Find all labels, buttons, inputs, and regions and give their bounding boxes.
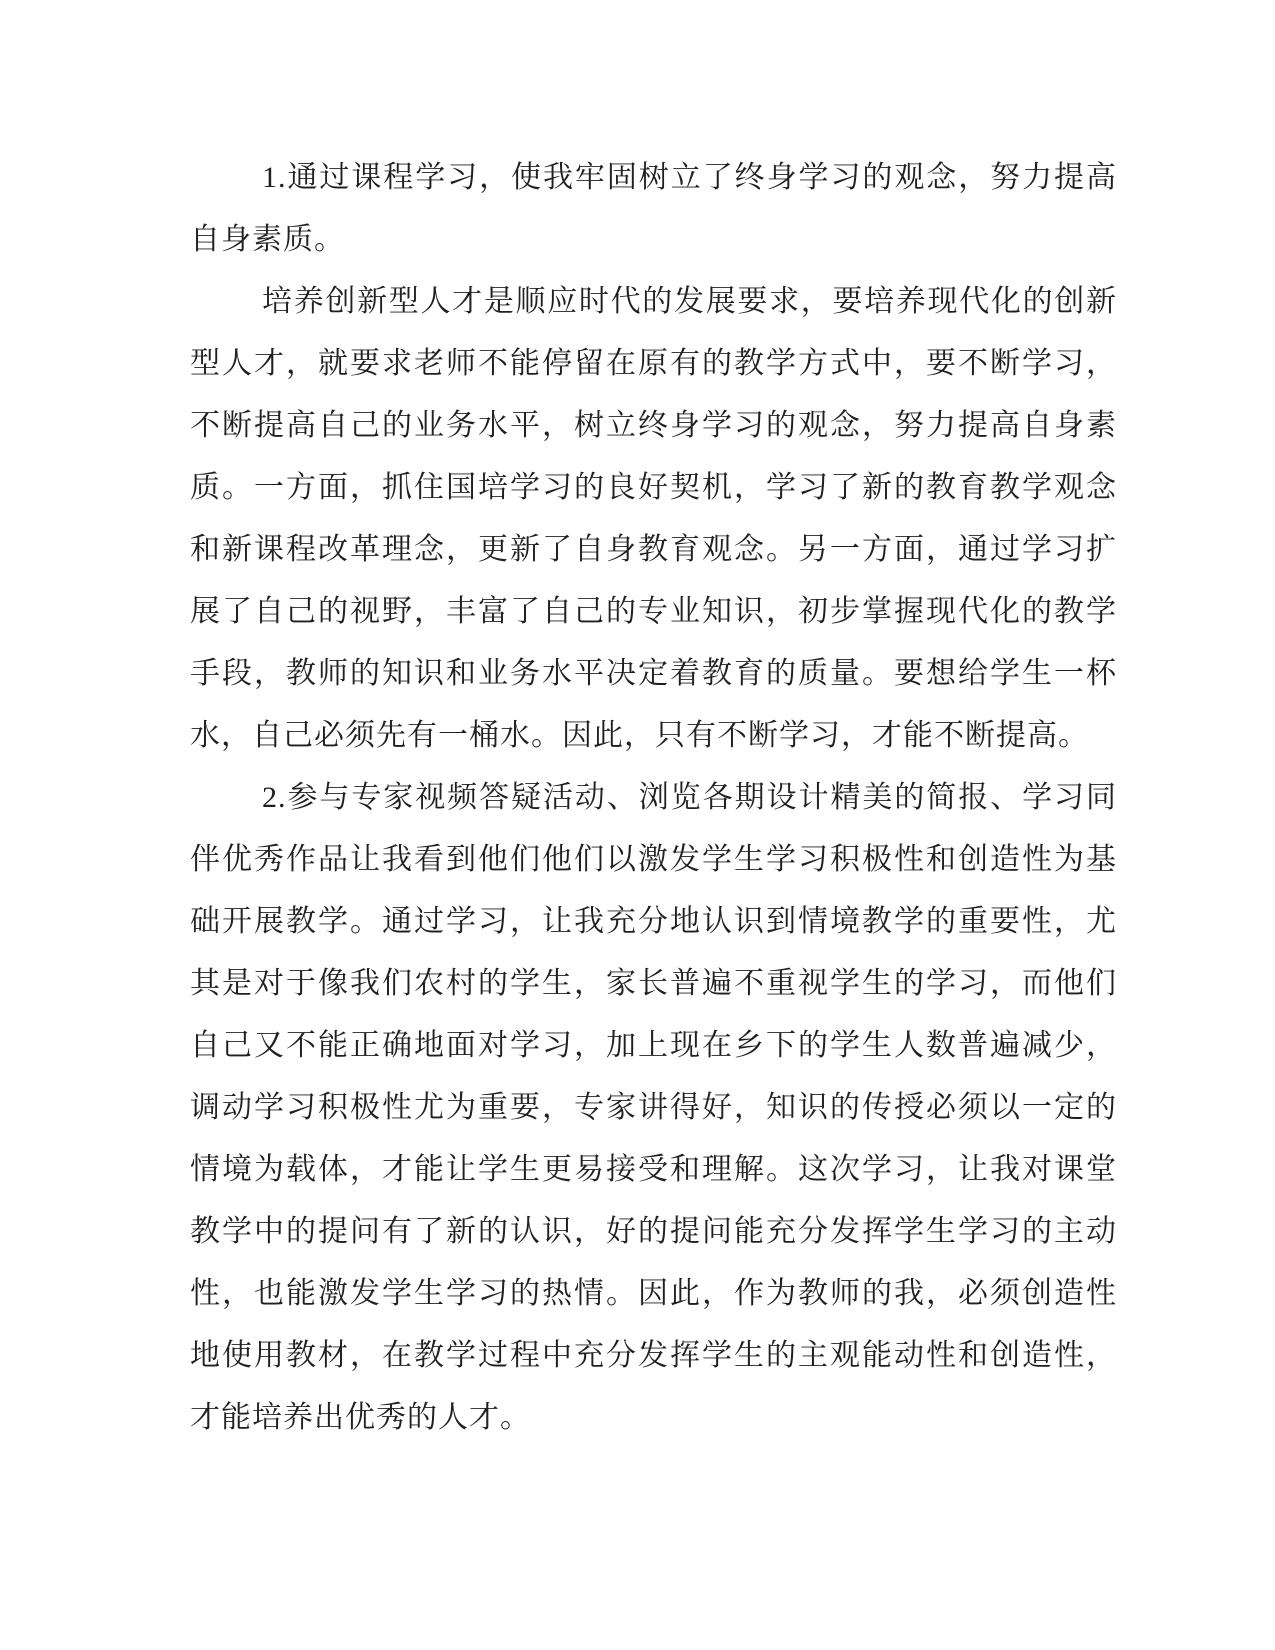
paragraph-3: 2.参与专家视频答疑活动、浏览各期设计精美的简报、学习同伴优秀作品让我看到他们他们以激发学生学习积极性和创造性为基础开展教学。通过学习，让我充分地认识到情境教学的重要性，尤其是对于像我们农村的学生，家长普遍不重视学生的学习，而他们自己又不能正确地面对学习，加上现在乡下的学生人数普遍减少，调动学习积极性尤为重要，专家讲得好，知识的传授必须以一定的情境为载体，才能让学生更易接受和理解。这次学习，让我对课堂教学中的提问有了新的认识，好的提问能充分发挥学生学习的主动性，也能激发学生学习的热情。因此，作为教师的我，必须创造性地使用教材，在教学过程中充分发挥学生的主观能动性和创造性，才能培养出优秀的人才。 [190, 781, 1117, 1434]
paragraph-2: 培养创新型人才是顺应时代的发展要求，要培养现代化的创新型人才，就要求老师不能停留在原有的教学方式中，要不断学习，不断提高自己的业务水平，树立终身学习的观念，努力提高自身素质。一方面，抓住国培学习的良好契机，学习了新的教育教学观念和新课程改革理念，更新了自身教育观念。另一方面，通过学习扩展了自己的视野，丰富了自己的专业知识，初步掌握现代化的教学手段，教师的知识和业务水平决定着教育的质量。要想给学生一杯水，自己必须先有一桶水。因此，只有不断学习，才能不断提高。 [190, 285, 1117, 752]
paragraph-1: 1.通过课程学习，使我牢固树立了终身学习的观念，努力提高自身素质。 [190, 161, 1117, 256]
document-body [190, 147, 1117, 1449]
